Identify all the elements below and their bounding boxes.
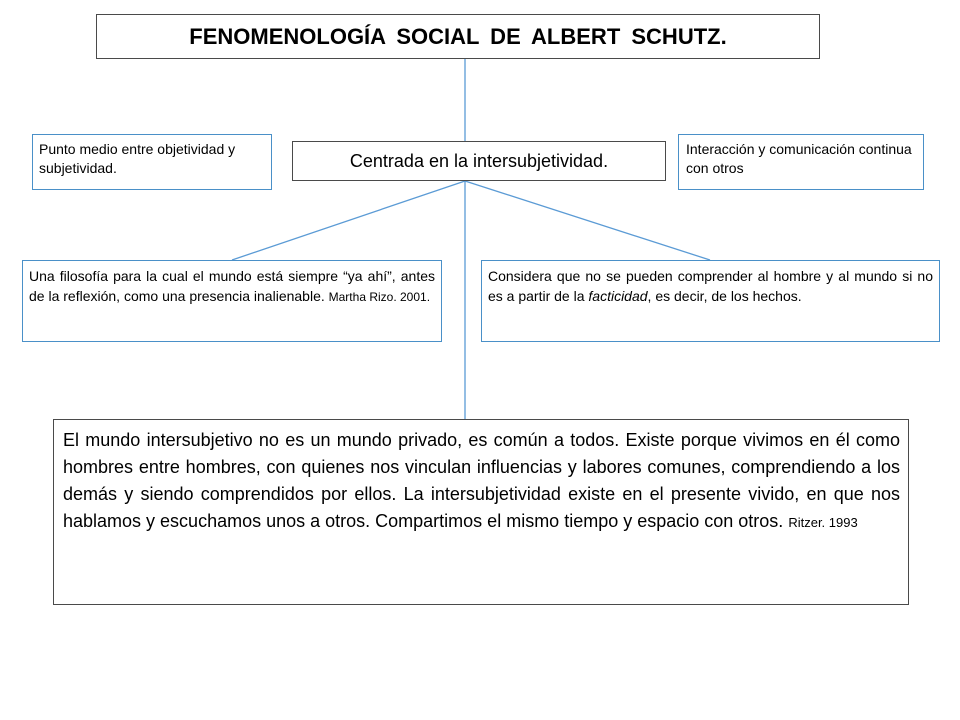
node-mid-left	[22, 260, 442, 342]
node-bottom	[53, 419, 909, 605]
node-left-note	[32, 134, 272, 190]
node-right-note	[678, 134, 924, 190]
bottom-citation: Ritzer. 1993	[788, 515, 858, 530]
node-center	[292, 141, 666, 181]
title-text: FENOMENOLOGÍA SOCIAL DE ALBERT SCHUTZ.	[189, 23, 727, 49]
left-note-text: Punto medio entre objetividad y subjetividad.	[39, 141, 236, 176]
right-note-text: Interacción y comunicación continua con otros	[686, 141, 912, 176]
connector-center-to-mid-left	[232, 181, 465, 260]
mid-right-text-after: , es decir, de los hechos.	[647, 288, 802, 304]
mid-right-text-before: Considera que no se pueden comprender al hombre y al mundo si no es a partir de la	[488, 268, 933, 304]
diagram-title	[96, 14, 820, 59]
mid-right-emphasis: facticidad	[588, 288, 648, 304]
center-node-text: Centrada en la intersubjetividad.	[349, 150, 609, 171]
mid-left-citation: Martha Rizo. 2001.	[328, 290, 431, 304]
node-mid-right	[481, 260, 940, 342]
mid-left-text: Una filosofía para la cual el mundo está siempre “ya ahí”, antes de la reflexión, como una presencia inalienable.	[29, 268, 435, 304]
connector-center-to-mid-right	[465, 181, 710, 260]
bottom-text: El mundo intersubjetivo no es un mundo privado, es común a todos. Existe porque vivimos en él como hombres entre hombres, con quienes nos vinculan influencias y labores comunes, comprendiendo a los demás y siendo comprendidos por ellos. La intersubjetividad existe en el presente vivido, en que nos hablamos y escuchamos unos a otros. Compartimos el mismo tiempo y espacio con otros.	[63, 430, 900, 531]
